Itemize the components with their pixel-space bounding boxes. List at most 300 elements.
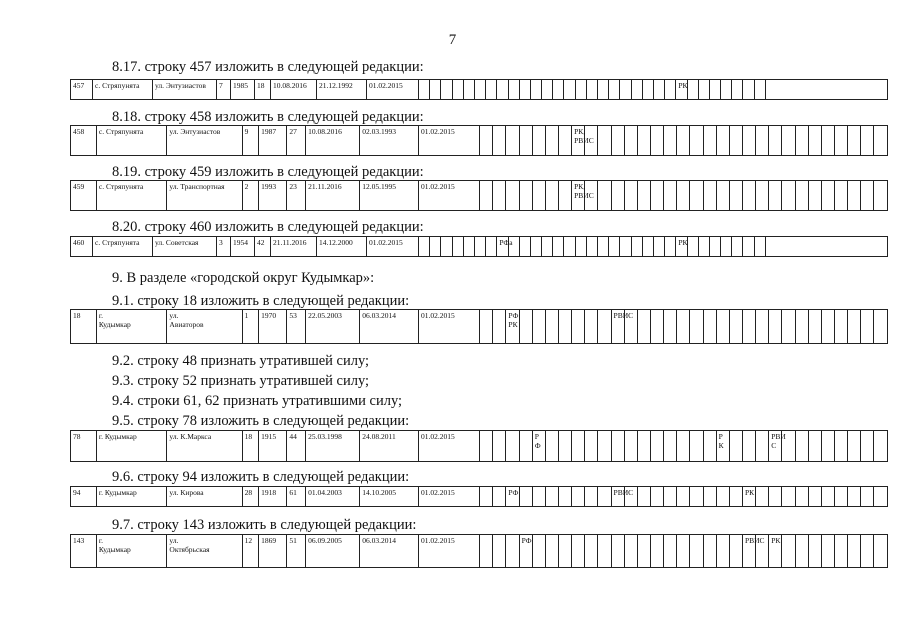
table-cell: г. Кудымкар xyxy=(96,431,167,462)
table-cell xyxy=(598,431,611,462)
register-row-table xyxy=(70,79,888,100)
table-cell xyxy=(493,487,506,507)
table-cell: РФ xyxy=(519,535,532,568)
table-cell xyxy=(874,535,888,568)
register-row-table xyxy=(70,430,888,462)
table-cell xyxy=(506,126,519,156)
table-cell xyxy=(698,80,709,100)
table-cell xyxy=(732,237,743,257)
table-cell xyxy=(598,237,609,257)
table-cell xyxy=(721,80,732,100)
table-cell xyxy=(558,310,571,344)
table-cell xyxy=(861,126,874,156)
table-cell xyxy=(709,80,720,100)
table-cell xyxy=(729,310,742,344)
table-cell: г. Кудымкар xyxy=(96,535,167,568)
table-cell xyxy=(782,310,795,344)
table-cell xyxy=(545,181,558,211)
table-cell xyxy=(631,80,642,100)
table-cell xyxy=(463,237,474,257)
table-cell xyxy=(624,431,637,462)
table-cell xyxy=(716,535,729,568)
table-cell xyxy=(703,181,716,211)
table-cell xyxy=(650,431,663,462)
table-cell xyxy=(452,80,463,100)
table-cell xyxy=(808,431,821,462)
table-cell xyxy=(572,487,585,507)
table-cell xyxy=(795,431,808,462)
table-cell xyxy=(716,126,729,156)
section-heading: 9.1. строку 18 изложить в следующей редакции: xyxy=(112,293,410,309)
table-cell xyxy=(650,310,663,344)
table-cell xyxy=(698,237,709,257)
table-cell xyxy=(598,487,611,507)
table-cell xyxy=(742,310,755,344)
table-cell xyxy=(874,431,888,462)
table-cell xyxy=(716,310,729,344)
section-heading: 9. В разделе «городской округ Кудымкар»: xyxy=(112,270,375,286)
table-cell xyxy=(743,80,754,100)
table-cell xyxy=(756,181,769,211)
table-cell xyxy=(611,431,624,462)
table-cell xyxy=(690,535,703,568)
table-cell xyxy=(637,181,650,211)
table-cell xyxy=(808,126,821,156)
table-cell xyxy=(769,310,782,344)
table-cell xyxy=(519,431,532,462)
table-cell xyxy=(874,487,888,507)
table-cell: 1993 xyxy=(259,181,287,211)
table-cell xyxy=(709,237,720,257)
table-cell xyxy=(650,126,663,156)
table-cell xyxy=(452,237,463,257)
table-cell: 61 xyxy=(287,487,306,507)
table-cell xyxy=(834,181,847,211)
table-cell xyxy=(519,80,530,100)
table-cell xyxy=(769,181,782,211)
table-cell xyxy=(564,80,575,100)
table-cell xyxy=(553,237,564,257)
table-cell: 78 xyxy=(71,431,97,462)
table-cell: 51 xyxy=(287,535,306,568)
table-cell xyxy=(532,126,545,156)
table-cell: с. Стряпунята xyxy=(93,80,153,100)
table-cell xyxy=(848,181,861,211)
table-cell xyxy=(795,126,808,156)
table-cell xyxy=(769,126,782,156)
table-cell xyxy=(572,310,585,344)
table-cell xyxy=(611,535,624,568)
table-cell xyxy=(519,126,532,156)
table-cell: 3 xyxy=(217,237,231,257)
table-cell xyxy=(441,80,452,100)
table-cell xyxy=(532,310,545,344)
table-cell xyxy=(861,431,874,462)
table-cell xyxy=(677,181,690,211)
table-cell xyxy=(506,535,519,568)
table-cell: 24.08.2011 xyxy=(360,431,419,462)
table-cell xyxy=(650,487,663,507)
table-cell: с. Стряпунята xyxy=(96,126,167,156)
section-heading: 8.18. строку 458 изложить в следующей редакции: xyxy=(112,109,424,125)
table-cell xyxy=(572,431,585,462)
table-cell xyxy=(821,487,834,507)
table-cell xyxy=(677,535,690,568)
table-cell xyxy=(756,431,769,462)
table-cell xyxy=(480,181,493,211)
table-cell xyxy=(637,431,650,462)
table-cell: 44 xyxy=(287,431,306,462)
table-cell xyxy=(874,181,888,211)
table-cell xyxy=(742,431,755,462)
table-cell xyxy=(530,80,541,100)
table-cell xyxy=(848,535,861,568)
table-cell: РК, РВИС xyxy=(572,126,585,156)
table-row xyxy=(71,126,888,156)
table-cell xyxy=(532,487,545,507)
table-cell xyxy=(545,487,558,507)
table-cell xyxy=(834,487,847,507)
table-cell xyxy=(821,310,834,344)
table-cell xyxy=(756,487,769,507)
table-cell xyxy=(611,181,624,211)
table-cell xyxy=(756,126,769,156)
table-cell xyxy=(637,126,650,156)
table-cell xyxy=(441,237,452,257)
table-cell xyxy=(729,126,742,156)
table-cell xyxy=(586,237,597,257)
table-cell: 21.11.2016 xyxy=(271,237,317,257)
table-cell: 21.12.1992 xyxy=(317,80,367,100)
table-row xyxy=(71,310,888,344)
table-row xyxy=(71,535,888,568)
table-cell xyxy=(598,181,611,211)
table-cell xyxy=(729,431,742,462)
table-cell xyxy=(585,310,598,344)
table-cell xyxy=(631,237,642,257)
table-cell xyxy=(553,80,564,100)
table-cell xyxy=(497,80,508,100)
table-cell xyxy=(474,237,485,257)
section-heading: 9.7. строку 143 изложить в следующей редакции: xyxy=(112,517,417,533)
table-cell xyxy=(721,237,732,257)
table-cell xyxy=(742,126,755,156)
table-cell: 1970 xyxy=(259,310,287,344)
table-cell: 06.09.2005 xyxy=(306,535,360,568)
table-cell: РФа xyxy=(497,237,508,257)
table-cell xyxy=(861,535,874,568)
table-row xyxy=(71,237,888,257)
table-cell: 14.12.2000 xyxy=(317,237,367,257)
table-cell xyxy=(624,126,637,156)
table-cell xyxy=(624,535,637,568)
table-cell: 25.03.1998 xyxy=(306,431,360,462)
table-cell xyxy=(486,237,497,257)
table-cell: 7 xyxy=(217,80,231,100)
table-cell xyxy=(664,535,677,568)
table-cell xyxy=(480,535,493,568)
table-cell xyxy=(677,487,690,507)
table-cell: РК xyxy=(769,535,782,568)
table-cell xyxy=(585,431,598,462)
table-cell: 28 xyxy=(242,487,258,507)
table-cell xyxy=(558,487,571,507)
table-cell: 12 xyxy=(242,535,258,568)
table-cell: РК xyxy=(742,487,755,507)
table-cell: 42 xyxy=(255,237,271,257)
table-cell xyxy=(653,80,664,100)
table-cell: 12.05.1995 xyxy=(360,181,419,211)
table-cell xyxy=(795,535,808,568)
table-cell xyxy=(808,310,821,344)
table-cell: 02.03.1993 xyxy=(360,126,419,156)
table-cell xyxy=(545,126,558,156)
table-cell xyxy=(703,487,716,507)
table-cell: ул. К.Маркса xyxy=(167,431,242,462)
table-cell: 458 xyxy=(71,126,97,156)
table-cell xyxy=(598,126,611,156)
table-cell: 1915 xyxy=(259,431,287,462)
table-cell xyxy=(650,535,663,568)
table-cell xyxy=(821,431,834,462)
table-cell xyxy=(480,310,493,344)
table-cell: 10.08.2016 xyxy=(271,80,317,100)
table-cell: ул. Октябрьская xyxy=(167,535,242,568)
table-cell xyxy=(664,181,677,211)
table-cell: с. Стряпунята xyxy=(96,181,167,211)
table-cell xyxy=(419,80,430,100)
table-cell xyxy=(642,237,653,257)
table-cell xyxy=(430,80,441,100)
table-cell: РВИ С xyxy=(769,431,782,462)
table-cell: РВИС xyxy=(611,487,624,507)
section-heading: 9.3. строку 52 признать утратившей силу; xyxy=(112,373,370,389)
table-cell xyxy=(834,535,847,568)
table-cell xyxy=(637,310,650,344)
table-cell: 14.10.2005 xyxy=(360,487,419,507)
table-cell: г. Кудымкар xyxy=(96,487,167,507)
table-cell xyxy=(765,80,887,100)
table-cell: 9 xyxy=(242,126,258,156)
register-row-table xyxy=(70,236,888,257)
table-cell: 01.02.2015 xyxy=(419,181,480,211)
table-cell xyxy=(620,80,631,100)
table-cell: 06.03.2014 xyxy=(360,310,419,344)
table-cell xyxy=(690,487,703,507)
table-cell xyxy=(861,310,874,344)
table-cell xyxy=(493,431,506,462)
table-cell xyxy=(782,535,795,568)
table-cell xyxy=(782,181,795,211)
table-cell xyxy=(493,126,506,156)
table-cell xyxy=(609,80,620,100)
table-cell: Р Ф xyxy=(532,431,545,462)
table-cell xyxy=(677,431,690,462)
table-cell: 01.02.2015 xyxy=(367,237,419,257)
table-cell xyxy=(493,535,506,568)
table-cell xyxy=(729,535,742,568)
table-cell xyxy=(508,80,519,100)
table-cell xyxy=(732,80,743,100)
table-cell: 94 xyxy=(71,487,97,507)
table-cell xyxy=(765,237,887,257)
table-cell xyxy=(703,310,716,344)
table-cell xyxy=(690,431,703,462)
table-cell xyxy=(874,126,888,156)
table-cell xyxy=(542,80,553,100)
table-cell xyxy=(493,181,506,211)
table-cell xyxy=(782,126,795,156)
table-cell: 460 xyxy=(71,237,93,257)
table-cell: Р К xyxy=(716,431,729,462)
section-heading: 9.2. строку 48 признать утратившей силу; xyxy=(112,353,370,369)
table-cell xyxy=(480,487,493,507)
table-cell xyxy=(729,181,742,211)
table-cell: 143 xyxy=(71,535,97,568)
table-cell xyxy=(637,535,650,568)
table-cell xyxy=(609,237,620,257)
table-cell: РВИС xyxy=(742,535,755,568)
table-cell: 459 xyxy=(71,181,97,211)
table-cell: 01.02.2015 xyxy=(419,535,480,568)
table-row xyxy=(71,181,888,211)
table-cell xyxy=(545,535,558,568)
table-cell xyxy=(530,237,541,257)
table-cell: 10.08.2016 xyxy=(306,126,360,156)
table-cell: с. Стряпунята xyxy=(93,237,153,257)
table-cell xyxy=(474,80,485,100)
table-cell: РК, РВИС xyxy=(572,181,585,211)
table-cell xyxy=(506,431,519,462)
section-heading: 9.6. строку 94 изложить в следующей редакции: xyxy=(112,469,410,485)
table-cell xyxy=(808,535,821,568)
table-cell xyxy=(861,181,874,211)
table-cell xyxy=(642,80,653,100)
table-cell xyxy=(598,310,611,344)
table-cell xyxy=(463,80,474,100)
table-cell xyxy=(821,181,834,211)
table-cell xyxy=(690,181,703,211)
table-row xyxy=(71,431,888,462)
table-cell xyxy=(782,487,795,507)
table-cell xyxy=(664,126,677,156)
table-cell xyxy=(542,237,553,257)
table-cell xyxy=(834,126,847,156)
table-cell xyxy=(677,126,690,156)
table-cell xyxy=(419,237,430,257)
table-cell: 2 xyxy=(242,181,258,211)
table-cell xyxy=(742,181,755,211)
table-cell xyxy=(585,487,598,507)
table-cell xyxy=(430,237,441,257)
table-cell xyxy=(754,80,765,100)
table-cell xyxy=(558,535,571,568)
table-cell xyxy=(861,487,874,507)
table-cell xyxy=(703,126,716,156)
table-cell xyxy=(703,535,716,568)
table-cell xyxy=(586,80,597,100)
table-cell: РК xyxy=(676,80,687,100)
table-cell: 01.04.2003 xyxy=(306,487,360,507)
table-cell: 23 xyxy=(287,181,306,211)
table-cell xyxy=(611,126,624,156)
table-cell xyxy=(519,487,532,507)
section-heading: 9.5. строку 78 изложить в следующей редакции: xyxy=(112,413,410,429)
table-cell: 01.02.2015 xyxy=(367,80,419,100)
table-cell xyxy=(821,535,834,568)
table-cell xyxy=(848,126,861,156)
table-cell: 1954 xyxy=(231,237,255,257)
table-cell: 22.05.2003 xyxy=(306,310,360,344)
table-cell: РК xyxy=(676,237,687,257)
table-cell xyxy=(519,310,532,344)
table-cell xyxy=(664,310,677,344)
table-cell xyxy=(848,310,861,344)
table-cell xyxy=(754,237,765,257)
table-cell xyxy=(624,181,637,211)
table-cell xyxy=(690,310,703,344)
table-cell: 18 xyxy=(71,310,97,344)
register-row-table xyxy=(70,309,888,344)
table-cell xyxy=(677,310,690,344)
table-cell: 457 xyxy=(71,80,93,100)
table-cell xyxy=(532,181,545,211)
table-cell: 21.11.2016 xyxy=(306,181,360,211)
table-cell: РВИС xyxy=(611,310,624,344)
table-cell: 1918 xyxy=(259,487,287,507)
register-row-table xyxy=(70,486,888,507)
table-cell xyxy=(575,80,586,100)
table-cell xyxy=(834,431,847,462)
table-cell: 01.02.2015 xyxy=(419,487,480,507)
table-cell xyxy=(558,181,571,211)
table-cell xyxy=(703,431,716,462)
table-cell xyxy=(519,237,530,257)
table-cell: 06.03.2014 xyxy=(360,535,419,568)
table-cell: ул. Советская xyxy=(153,237,217,257)
section-heading: 8.20. строку 460 изложить в следующей редакции: xyxy=(112,219,424,235)
section-heading: 9.4. строки 61, 62 признать утратившими силу; xyxy=(112,393,403,409)
table-cell: ул. Энтузиастов xyxy=(153,80,217,100)
table-cell: ул. Транспортная xyxy=(167,181,242,211)
table-cell xyxy=(480,431,493,462)
table-cell: РФ РК xyxy=(506,310,519,344)
register-row-table xyxy=(70,125,888,156)
table-cell xyxy=(756,310,769,344)
table-cell xyxy=(575,237,586,257)
table-cell xyxy=(687,80,698,100)
table-cell xyxy=(769,487,782,507)
table-cell xyxy=(848,431,861,462)
table-cell xyxy=(493,310,506,344)
table-cell xyxy=(620,237,631,257)
table-cell: 53 xyxy=(287,310,306,344)
table-cell: 27 xyxy=(287,126,306,156)
table-cell xyxy=(716,487,729,507)
table-row xyxy=(71,487,888,507)
table-cell: ул. Кирова xyxy=(167,487,242,507)
table-cell xyxy=(598,80,609,100)
table-cell xyxy=(564,237,575,257)
table-cell xyxy=(687,237,698,257)
table-cell xyxy=(665,237,676,257)
table-cell xyxy=(665,80,676,100)
table-cell: 1985 xyxy=(231,80,255,100)
table-cell: 1987 xyxy=(259,126,287,156)
register-row-table xyxy=(70,534,888,568)
table-cell xyxy=(808,181,821,211)
page-number: 7 xyxy=(448,32,457,48)
